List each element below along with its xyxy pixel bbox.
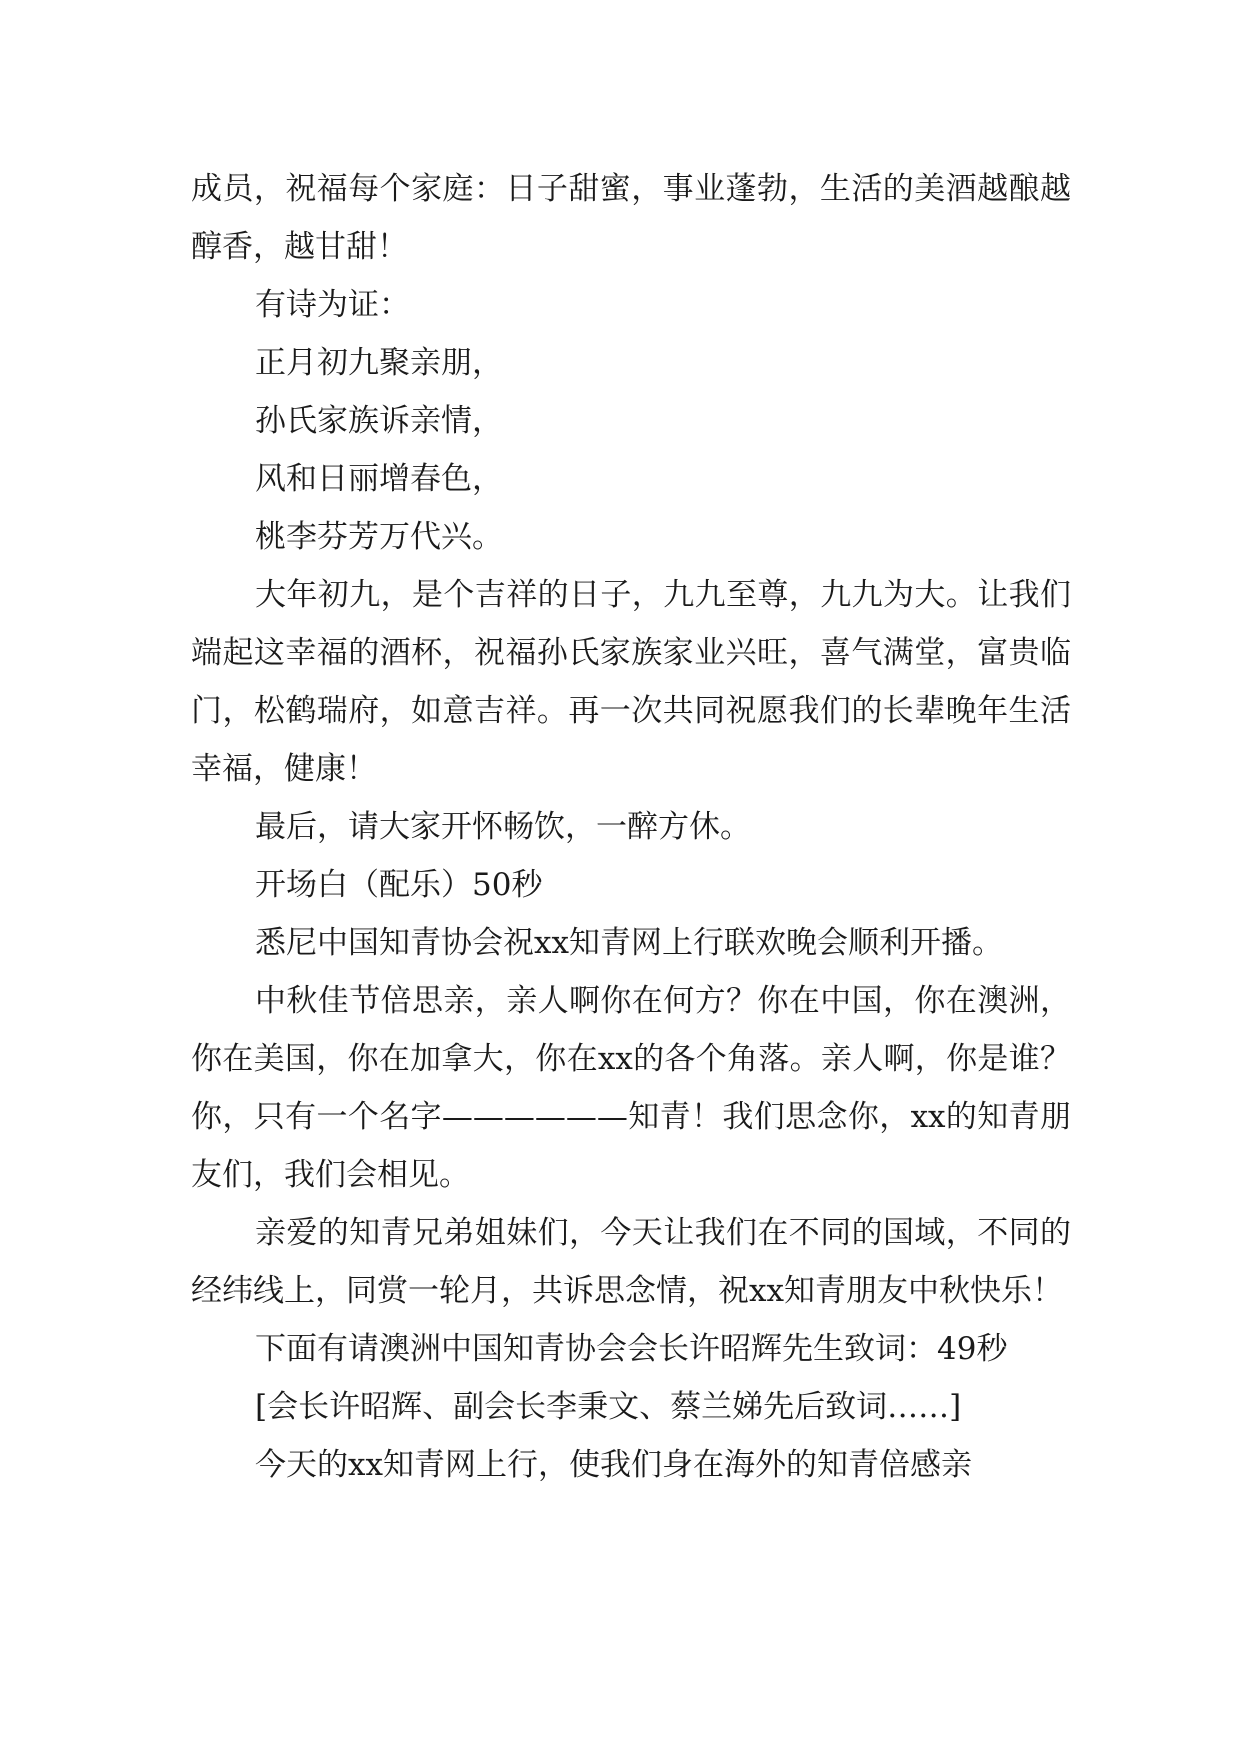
poem-line: 正月初九聚亲朋， (255, 345, 503, 381)
paragraph: 成员，祝福每个家庭：日子甜蜜，事业蓬勃，生活的美酒越酿越醇香，越甘甜！ (191, 171, 1071, 265)
paragraph: [会长许昭辉、副会长李秉文、蔡兰娣先后致词……] (255, 1389, 962, 1425)
paragraph: 亲爱的知青兄弟姐妹们，今天让我们在不同的国域，不同的经纬线上，同赏一轮月，共诉思念情，祝xx知青朋友中秋快乐！ (191, 1215, 1071, 1309)
poem-line: 孙氏家族诉亲情， (255, 403, 503, 439)
paragraph: 开场白（配乐）50秒 (255, 867, 543, 903)
document-body (191, 160, 1071, 1494)
paragraph: 中秋佳节倍思亲，亲人啊你在何方？你在中国，你在澳洲，你在美国，你在加拿大，你在xx的各个角落。亲人啊，你是谁？你，只有一个名字——————知青！我们思念你，xx的知青朋友们，我们会相见。 (191, 983, 1071, 1193)
poem-line: 桃李芬芳万代兴。 (255, 519, 503, 555)
poem-line: 风和日丽增春色， (255, 461, 503, 497)
paragraph: 今天的xx知青网上行，使我们身在海外的知青倍感亲 (255, 1447, 972, 1483)
paragraph: 下面有请澳洲中国知青协会会长许昭辉先生致词：49秒 (255, 1331, 1008, 1367)
paragraph: 悉尼中国知青协会祝xx知青网上行联欢晚会顺利开播。 (255, 925, 1003, 961)
paragraph: 有诗为证： (255, 287, 410, 323)
paragraph: 最后，请大家开怀畅饮，一醉方休。 (255, 809, 751, 845)
paragraph: 大年初九，是个吉祥的日子，九九至尊，九九为大。让我们端起这幸福的酒杯，祝福孙氏家族家业兴旺，喜气满堂，富贵临门，松鹤瑞府，如意吉祥。再一次共同祝愿我们的长辈晚年生活幸福，健康！ (191, 577, 1071, 787)
